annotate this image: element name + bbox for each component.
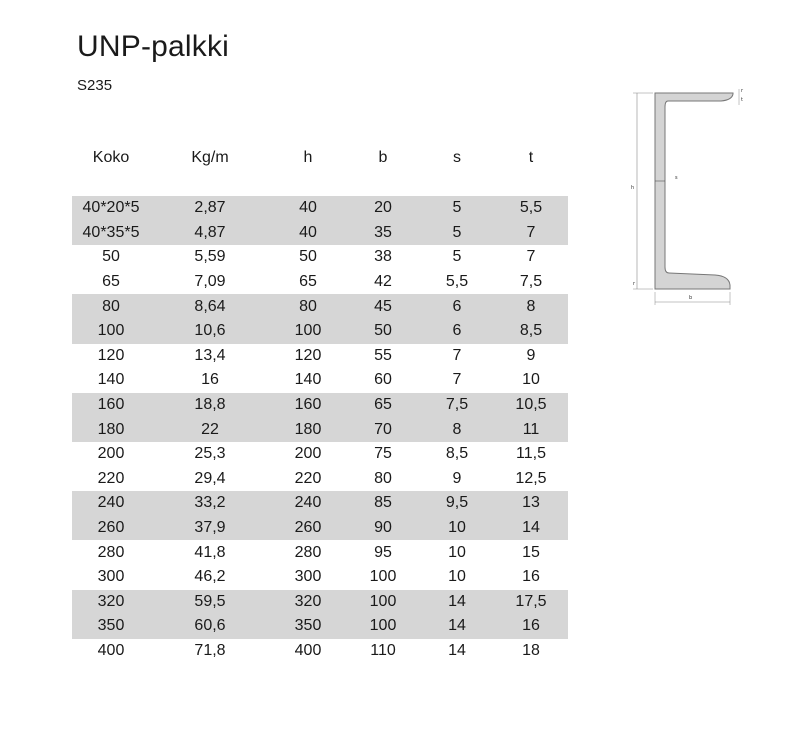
cell-s: 5 <box>452 223 462 241</box>
cell-t: 11,5 <box>516 445 546 463</box>
table-row <box>72 344 568 369</box>
cell-koko: 220 <box>97 469 125 487</box>
cell-s: 8,5 <box>445 445 469 463</box>
table-row <box>72 393 568 418</box>
cell-koko: 320 <box>97 592 125 610</box>
cell-h: 300 <box>294 568 322 586</box>
cell-h: 240 <box>294 494 322 512</box>
cell-koko: 65 <box>102 273 120 291</box>
table-body <box>72 196 568 663</box>
cell-b: 20 <box>374 199 392 217</box>
table-row <box>72 417 568 442</box>
table-row <box>72 319 568 344</box>
cell-s: 7,5 <box>445 396 469 414</box>
cell-kg-m: 13,4 <box>194 346 226 364</box>
cell-s: 7 <box>452 371 462 389</box>
cell-h: 65 <box>299 273 317 291</box>
cell-s: 10 <box>448 568 466 586</box>
cell-s: 8 <box>452 420 462 438</box>
cell-koko: 240 <box>97 494 125 512</box>
cell-kg-m: 29,4 <box>194 469 226 487</box>
label-s: s <box>675 175 678 181</box>
table-row <box>72 590 568 615</box>
header-b: b <box>378 149 388 166</box>
unp-profile-diagram <box>625 85 755 310</box>
steel-grade: S235 <box>77 77 113 94</box>
table-row <box>72 516 568 541</box>
cell-b: 55 <box>374 346 392 364</box>
cell-t: 7 <box>526 223 536 241</box>
cell-s: 14 <box>448 592 466 610</box>
cell-t: 10 <box>522 371 540 389</box>
label-t: t <box>741 97 743 103</box>
cell-b: 100 <box>369 592 397 610</box>
cell-h: 260 <box>294 519 322 537</box>
cell-t: 11 <box>522 420 540 438</box>
table-row <box>72 368 568 393</box>
cell-kg-m: 22 <box>201 420 219 438</box>
cell-b: 80 <box>374 469 392 487</box>
cell-koko: 400 <box>97 641 125 659</box>
cell-koko: 180 <box>97 420 125 438</box>
cell-t: 14 <box>522 519 540 537</box>
cell-koko: 200 <box>97 445 125 463</box>
cell-b: 38 <box>374 248 392 266</box>
cell-kg-m: 18,8 <box>194 396 226 414</box>
cell-s: 10 <box>448 519 466 537</box>
table-row <box>72 221 568 246</box>
channel-profile-shape <box>655 93 733 289</box>
cell-t: 5,5 <box>519 199 543 217</box>
cell-b: 45 <box>374 297 392 315</box>
page-title: UNP-palkki <box>77 30 230 63</box>
cell-t: 10,5 <box>515 396 547 414</box>
cell-kg-m: 25,3 <box>194 445 226 463</box>
cell-h: 200 <box>294 445 322 463</box>
label-r1: r <box>741 88 744 94</box>
cell-s: 14 <box>448 617 466 635</box>
cell-h: 280 <box>294 543 322 561</box>
cell-koko: 40*20*5 <box>82 199 140 217</box>
cell-kg-m: 5,59 <box>194 248 226 266</box>
cell-t: 15 <box>522 543 540 561</box>
cell-b: 35 <box>374 223 392 241</box>
cell-t: 9 <box>526 346 536 364</box>
cell-kg-m: 2,87 <box>194 199 226 217</box>
cell-kg-m: 46,2 <box>194 568 226 586</box>
cell-koko: 350 <box>97 617 125 635</box>
cell-b: 90 <box>374 519 392 537</box>
cell-kg-m: 7,09 <box>194 273 226 291</box>
cell-b: 100 <box>369 568 397 586</box>
cell-s: 7 <box>452 346 462 364</box>
cell-s: 10 <box>448 543 466 561</box>
cell-kg-m: 10,6 <box>194 322 226 340</box>
cell-t: 16 <box>522 568 540 586</box>
cell-h: 160 <box>294 396 322 414</box>
cell-h: 220 <box>294 469 322 487</box>
header-h: h <box>303 149 313 166</box>
dimensions-table <box>72 146 568 663</box>
cell-t: 7,5 <box>519 273 543 291</box>
table-row <box>72 540 568 565</box>
cell-b: 60 <box>374 371 392 389</box>
cell-s: 9 <box>452 469 462 487</box>
table-row <box>72 639 568 664</box>
cell-t: 16 <box>522 617 540 635</box>
cell-kg-m: 60,6 <box>194 617 226 635</box>
cell-h: 120 <box>294 346 322 364</box>
cell-t: 8 <box>526 297 536 315</box>
cell-b: 50 <box>374 322 392 340</box>
cell-h: 40 <box>299 223 317 241</box>
cell-b: 70 <box>374 420 392 438</box>
cell-h: 40 <box>299 199 317 217</box>
header-t: t <box>528 149 534 166</box>
table-row <box>72 270 568 295</box>
table-header <box>72 146 568 170</box>
header-koko: Koko <box>92 149 130 166</box>
cell-koko: 260 <box>97 519 125 537</box>
table-row <box>72 442 568 467</box>
cell-b: 100 <box>369 617 397 635</box>
table-row <box>72 614 568 639</box>
profile-drawing <box>625 85 755 310</box>
cell-koko: 80 <box>102 297 120 315</box>
cell-h: 140 <box>294 371 322 389</box>
cell-koko: 40*35*5 <box>82 223 140 241</box>
cell-koko: 120 <box>97 346 125 364</box>
table-row <box>72 565 568 590</box>
cell-kg-m: 71,8 <box>194 641 226 659</box>
cell-t: 12,5 <box>515 469 547 487</box>
label-b: b <box>689 295 693 301</box>
table-row <box>72 196 568 221</box>
cell-h: 350 <box>294 617 322 635</box>
cell-kg-m: 37,9 <box>194 519 226 537</box>
cell-t: 18 <box>522 641 540 659</box>
cell-koko: 300 <box>97 568 125 586</box>
cell-t: 13 <box>522 494 540 512</box>
cell-b: 85 <box>374 494 392 512</box>
header-s: s <box>453 149 461 166</box>
cell-b: 65 <box>374 396 392 414</box>
cell-b: 42 <box>374 273 392 291</box>
cell-b: 75 <box>374 445 392 463</box>
cell-s: 5 <box>452 199 462 217</box>
table-row <box>72 245 568 270</box>
cell-koko: 280 <box>97 543 125 561</box>
cell-h: 180 <box>294 420 322 438</box>
cell-s: 5,5 <box>445 273 469 291</box>
cell-b: 95 <box>374 543 392 561</box>
header-kg-m: Kg/m <box>191 149 229 166</box>
cell-kg-m: 33,2 <box>194 494 226 512</box>
cell-h: 400 <box>294 641 322 659</box>
cell-s: 9,5 <box>445 494 469 512</box>
cell-s: 6 <box>452 322 462 340</box>
table-row <box>72 467 568 492</box>
cell-h: 100 <box>294 322 322 340</box>
cell-kg-m: 59,5 <box>194 592 226 610</box>
cell-s: 14 <box>448 641 466 659</box>
table-row <box>72 294 568 319</box>
cell-koko: 50 <box>102 248 120 266</box>
cell-koko: 140 <box>97 371 125 389</box>
cell-s: 5 <box>452 248 462 266</box>
cell-t: 7 <box>526 248 536 266</box>
label-h: h <box>631 185 635 191</box>
cell-h: 320 <box>294 592 322 610</box>
label-r2: r <box>633 281 636 287</box>
cell-b: 110 <box>370 641 396 659</box>
cell-h: 80 <box>299 297 317 315</box>
table-row <box>72 491 568 516</box>
cell-t: 8,5 <box>519 322 543 340</box>
cell-kg-m: 8,64 <box>194 297 226 315</box>
cell-t: 17,5 <box>515 592 547 610</box>
cell-koko: 160 <box>97 396 125 414</box>
cell-kg-m: 4,87 <box>194 223 226 241</box>
cell-koko: 100 <box>97 322 125 340</box>
cell-h: 50 <box>299 248 317 266</box>
cell-s: 6 <box>452 297 462 315</box>
cell-kg-m: 41,8 <box>194 543 226 561</box>
cell-kg-m: 16 <box>201 371 219 389</box>
